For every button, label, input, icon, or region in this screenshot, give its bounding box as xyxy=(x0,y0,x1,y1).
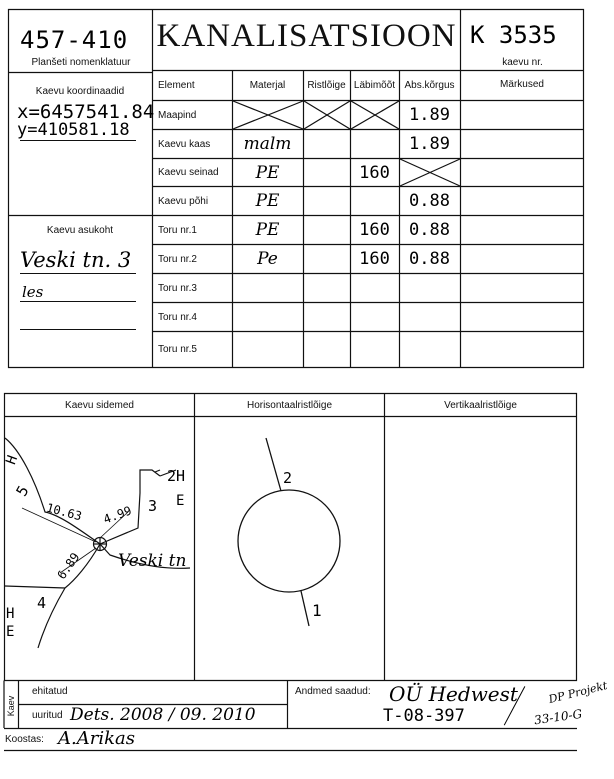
table-cell-ristloige xyxy=(303,245,350,273)
table-cell-markused xyxy=(460,130,584,158)
sketch-dist3: 6.89 xyxy=(54,550,83,582)
uuritud-value: Dets. 2008 / 09. 2010 xyxy=(70,705,256,725)
location-line2: les xyxy=(22,283,44,301)
uuritud-label: uuritud xyxy=(32,710,63,721)
location-line1: Veski tn. 3 xyxy=(20,248,132,272)
table-cell-markused xyxy=(460,274,584,302)
sketch-street: Veski tn xyxy=(118,551,187,571)
sketch-four: 4 xyxy=(37,594,47,612)
kaev-label: Kaev xyxy=(6,695,16,717)
table-cell-labimoot: 160 xyxy=(359,220,390,240)
col-header-markused: Märkused xyxy=(500,78,544,90)
ehitatud-label: ehitatud xyxy=(32,686,68,697)
page-title: KANALISATSIOON xyxy=(156,18,457,54)
col-header-abs: Abs.kõrgus xyxy=(404,80,455,91)
pipe-2-label: 2 xyxy=(283,469,293,487)
table-cell-abs xyxy=(399,332,460,367)
table-cell-element: Toru nr.2 xyxy=(158,253,197,265)
location-label: Kaevu asukoht xyxy=(46,225,114,236)
table-cell-labimoot xyxy=(350,101,399,129)
sheet-label: Planšeti nomenklatuur xyxy=(31,57,131,68)
col-header-element: Element xyxy=(158,80,195,91)
coordinates-label: Kaevu koordinaadid xyxy=(35,86,125,97)
coordinate-y: y=410581.18 xyxy=(17,120,130,140)
pipe-1-label: 1 xyxy=(312,601,322,620)
horisontaal-label: Horisontaalristlõige xyxy=(246,400,333,411)
sketch-e-bottom: E xyxy=(6,624,15,640)
sidemed-label: Kaevu sidemed xyxy=(65,400,134,411)
table-cell-markused xyxy=(460,332,584,367)
table-cell-materjal xyxy=(232,274,303,302)
table-cell-materjal: malm xyxy=(243,134,292,154)
table-cell-markused xyxy=(460,216,584,244)
table-cell-element: Kaevu kaas xyxy=(158,138,211,150)
koostas-label: Koostas: xyxy=(5,734,44,745)
coordinate-x: x=6457541.84 xyxy=(17,101,155,123)
table-cell-materjal: PE xyxy=(255,220,280,240)
sketch-h-top: H xyxy=(3,453,22,467)
sheet-number: 457-410 xyxy=(20,26,129,54)
table-cell-abs: 0.88 xyxy=(409,249,450,269)
vertikaal-label: Vertikaalristlõige xyxy=(444,400,517,411)
table-cell-labimoot xyxy=(350,187,399,215)
andmed-line1: OÜ Hedwest xyxy=(389,682,518,706)
table-cell-markused xyxy=(460,101,584,129)
table-cell-labimoot xyxy=(350,274,399,302)
table-cell-labimoot: 160 xyxy=(359,249,390,269)
table-cell-materjal xyxy=(232,101,303,129)
table-cell-abs: 0.88 xyxy=(409,220,450,240)
col-header-labimoot: Läbimõõt xyxy=(353,80,396,91)
table-cell-element: Maapind xyxy=(158,109,197,121)
andmed-line2: T-08-397 xyxy=(383,706,465,726)
table-cell-abs xyxy=(399,274,460,302)
table-cell-labimoot xyxy=(350,130,399,158)
well-number: K 3535 xyxy=(470,21,557,49)
table-cell-labimoot xyxy=(350,332,399,367)
sketch-h2-top: 2H xyxy=(167,467,186,485)
table-cell-markused xyxy=(460,245,584,273)
table-cell-materjal: PE xyxy=(255,191,280,211)
table-cell-element: Toru nr.4 xyxy=(158,311,197,323)
table-cell-markused xyxy=(460,187,584,215)
table-cell-ristloige xyxy=(303,159,350,186)
table-cell-labimoot: 160 xyxy=(359,162,390,183)
table-cell-materjal xyxy=(232,303,303,331)
table-cell-markused xyxy=(460,303,584,331)
sketch-dist2: 4.99 xyxy=(101,503,134,527)
table-cell-ristloige xyxy=(303,303,350,331)
table-cell-abs xyxy=(399,159,460,186)
andmed-side2: 33-10-G xyxy=(533,706,583,728)
col-header-ristloige: Ristlõige xyxy=(307,80,346,91)
table-cell-ristloige xyxy=(303,332,350,367)
well-number-label: kaevu nr. xyxy=(502,57,543,68)
table-cell-element: Toru nr.1 xyxy=(158,224,197,236)
andmed-label: Andmed saadud: xyxy=(295,686,371,697)
table-cell-labimoot xyxy=(350,303,399,331)
table-cell-ristloige xyxy=(303,187,350,215)
table-cell-element: Kaevu põhi xyxy=(158,195,209,207)
table-cell-materjal xyxy=(232,332,303,367)
table-cell-materjal: Pe xyxy=(257,249,278,269)
andmed-side1: DP Projekt xyxy=(547,678,609,707)
sketch-five: 5 xyxy=(12,482,33,500)
table-cell-ristloige xyxy=(303,216,350,244)
table-cell-abs: 1.89 xyxy=(409,134,450,154)
table-cell-ristloige xyxy=(303,101,350,129)
table-cell-markused xyxy=(460,159,584,186)
sketch-dist1: 10.63 xyxy=(44,500,84,524)
sketch-e-top: E xyxy=(176,493,185,509)
sketch-three: 3 xyxy=(148,497,158,515)
sketch-h-bottom: H xyxy=(6,606,15,622)
table-cell-element: Toru nr.5 xyxy=(158,344,197,355)
table-cell-materjal: PE xyxy=(255,162,280,183)
table-cell-ristloige xyxy=(303,274,350,302)
table-cell-ristloige xyxy=(303,130,350,158)
table-cell-element: Toru nr.3 xyxy=(158,282,197,294)
table-cell-element: Kaevu seinad xyxy=(158,167,219,178)
col-header-materjal: Materjal xyxy=(249,80,286,91)
table-cell-abs: 1.89 xyxy=(409,105,450,125)
koostas-value: A.Arikas xyxy=(58,728,135,749)
table-cell-abs: 0.88 xyxy=(409,191,450,211)
table-cell-abs xyxy=(399,303,460,331)
